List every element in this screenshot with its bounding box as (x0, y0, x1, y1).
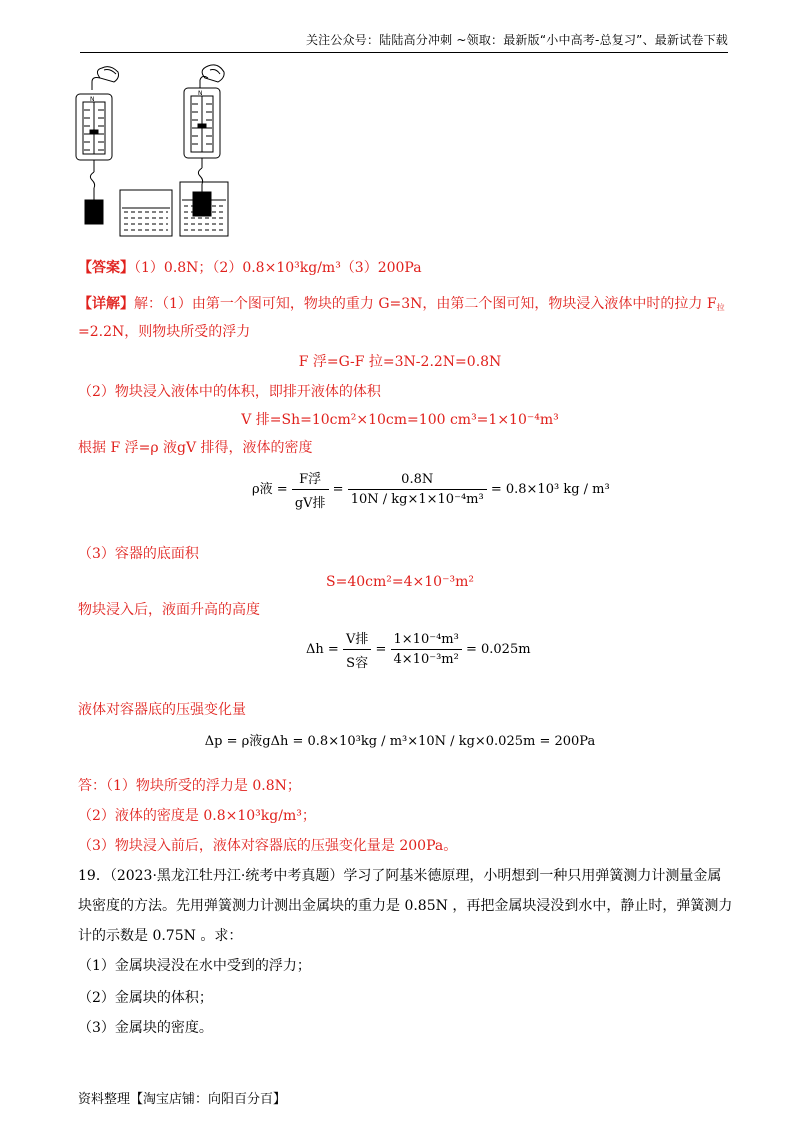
conclusion-2: （2）液体的密度是 0.8×10³kg/m³； (78, 808, 316, 824)
equation-density: ρ液 = $\frac{\text{F浮}}{\text{gV排}}$ = $\frac{0.8N}{\text{10N / kg×1×10⁻⁴m³}}$ = 0.8×10³ kg / m³ (252, 468, 610, 511)
question-19-line-1: 19．（2023·黑龙江牡丹江·统考中考真题）学习了阿基米德原理，小明想到一种只用弹簧测力计测量金属 (78, 868, 722, 884)
explain-line-2: =2.2N，则物块所受的浮力 (78, 324, 251, 340)
explain-line-7: 液体对容器底的压强变化量 (78, 702, 246, 718)
page-header (80, 30, 728, 53)
question-19-line-3: 计的示数是 0.75N 。求： (78, 928, 243, 944)
fraction-2: $\frac{0.8N}{\text{10N / kg×1×10⁻⁴m³}}$ (348, 472, 487, 507)
footer-text: 资料整理【淘宝店铺：向阳百分百】 (78, 1092, 287, 1107)
container-1 (120, 190, 172, 236)
spring-scale-figure (70, 60, 270, 250)
explain-line-4: 根据 F 浮=ρ 液gV 排得，液体的密度 (78, 440, 313, 456)
container-2 (180, 182, 228, 236)
equation-volume: V 排=Sh=10cm²×10cm=100 cm³=1×10⁻⁴m³ (241, 412, 559, 428)
equation-pressure: Δp = ρ液gΔh = 0.8×10³kg / m³×10N / kg×0.025m = 200Pa (204, 734, 596, 749)
fraction-3: $\frac{\text{V排}}{\text{S容}}$ (343, 628, 371, 671)
equation-area: S=40cm²=4×10⁻³m² (326, 574, 474, 590)
conclusion-3: （3）物块浸入前后，液体对容器底的压强变化量是 200Pa。 (78, 838, 458, 854)
explain-line-3: （2）物块浸入液体中的体积，即排开液体的体积 (78, 384, 381, 400)
conclusion-1: 答：（1）物块所受的浮力是 0.8N； (78, 778, 301, 794)
question-19-part-2: （2）金属块的体积； (78, 990, 213, 1006)
answer-label: 【答案】 (78, 260, 134, 276)
scale2-unit-label: N (198, 90, 203, 97)
fraction-4: $\frac{\text{1×10⁻⁴m³}}{\text{4×10⁻³m²}}$ (391, 632, 462, 667)
spring-scale-1 (76, 67, 119, 224)
answer-text: （1）0.8N；（2）0.8×10³kg/m³（3）200Pa (134, 260, 422, 276)
spring-scale-2 (184, 65, 224, 192)
equation-buoyancy: F 浮=G-F 拉=3N-2.2N=0.8N (298, 354, 502, 370)
explain-line-1: 【详解】解：（1）由第一个图可知，物块的重力 G=3N，由第二个图可知，物块浸入液体中时的拉力 $F_拉$ (78, 296, 725, 312)
question-19-part-3: （3）金属块的密度。 (78, 1020, 213, 1036)
answer-line (78, 258, 422, 278)
explain-line-6: 物块浸入后，液面升高的高度 (78, 602, 260, 618)
fraction-1: $\frac{\text{F浮}}{\text{gV排}}$ (292, 468, 329, 511)
question-19-part-1: （1）金属块浸没在水中受到的浮力； (78, 958, 311, 974)
explain-line-5: （3）容器的底面积 (78, 546, 199, 562)
header-text: 关注公众号：陆陆高分冲刺 ~领取：最新版“小中高考-总复习”、最新试卷下载 (305, 33, 728, 47)
page-footer (78, 1088, 286, 1107)
equation-height: Δh = $\frac{\text{V排}}{\text{S容}}$ = $\frac{\text{1×10⁻⁴m³}}{\text{4×10⁻³m²}}$ = 0.025m (306, 628, 531, 671)
explain-label: 【详解】 (78, 296, 134, 312)
scale1-unit-label: N (90, 96, 95, 103)
question-19-line-2: 块密度的方法。先用弹簧测力计测出金属块的重力是 0.85N ，再把金属块浸没到水中，静止时，弹簧测力 (78, 898, 733, 914)
